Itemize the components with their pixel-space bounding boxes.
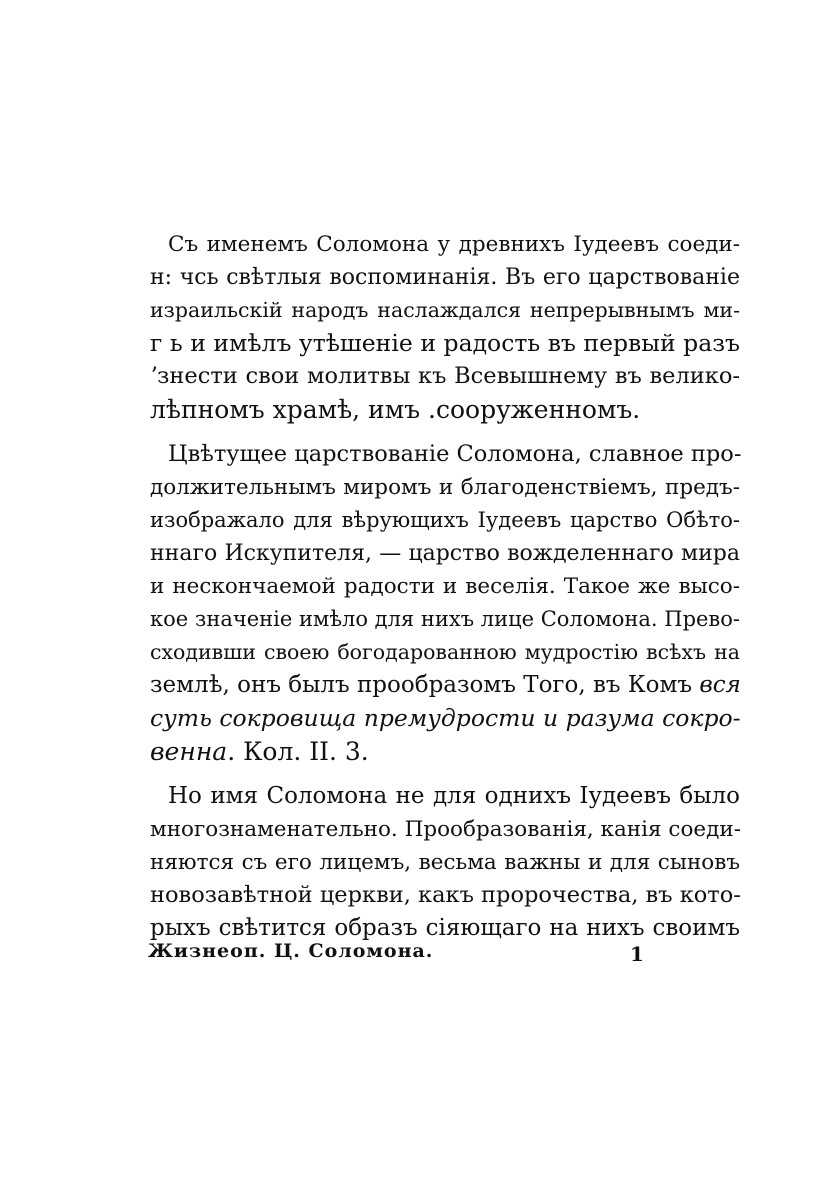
text-line [150,669,740,702]
paragraph-3 [150,780,740,945]
text-line: должительнымъ миромъ и благоденствіемъ, предъ- [150,475,740,500]
text-line: ᴦ ь и имѣлъ утѣшеніе и радость въ первый разъ [150,329,740,357]
text-line: многознаменательно. Прообразованія, канія соеди- [150,817,741,842]
body-text [150,228,740,945]
text-line: кое значеніе имѣло для нихъ лице Соломона. Прево- [150,607,740,631]
text-line: н: чсь свѣтлыя воспоминанія. Въ его царствованіе [150,265,740,290]
text-line: Но имя Соломона не для однихъ Іудеевъ было [168,783,740,809]
text-line: рыхъ свѣтится образъ сіяющаго на нихъ своимъ [150,915,740,941]
text-line: изображало для вѣрующихъ Іудеевъ царство Обѣто- [150,508,740,532]
text-line: и нескончаемой радости и веселія. Такое же высо- [150,574,740,599]
italic-fragment: венна [150,737,228,766]
text-fragment: землѣ, онъ былъ прообразомъ Того, въ Комъ [150,672,693,698]
text-line [150,735,740,768]
text-line: Цвѣтущее царствованіе Соломона, славное про- [168,441,742,467]
signature-mark: Жизнеоп. Ц. Соломона. [148,940,434,962]
citation-text: . Кол. II. 3. [227,737,369,766]
text-line: лѣпномъ храмѣ, имъ .сооруженномъ. [150,395,641,424]
paragraph-gap [150,768,740,780]
text-line: сходивши своею богодарованною мудростію всѣхъ на [150,640,740,664]
paragraph-2 [150,438,740,768]
text-line: Съ именемъ Соломона у древнихъ Іудеевъ соеди- [168,232,740,257]
paragraph-gap [150,426,740,438]
paragraph-1 [150,228,740,426]
italic-fragment: вся [699,672,741,698]
text-line: новозавѣтной церкви, какъ пророчества, въ кото- [150,882,741,908]
text-line: няются съ его лицемъ, весьма важны и для сыновъ [150,850,740,875]
text-line: ʼзнести свои молитвы къ Всевышнему въ велико- [150,363,740,389]
page-number: 1 [630,942,644,966]
text-line: ннаго Искупителя, — царство вожделеннаго мира [150,541,740,566]
text-line: суть сокровища премудрости и разума сокро- [150,704,741,732]
page-footer [148,940,648,972]
text-line: израильскій народъ наслаждался непрерывнымъ ми- [150,298,740,322]
